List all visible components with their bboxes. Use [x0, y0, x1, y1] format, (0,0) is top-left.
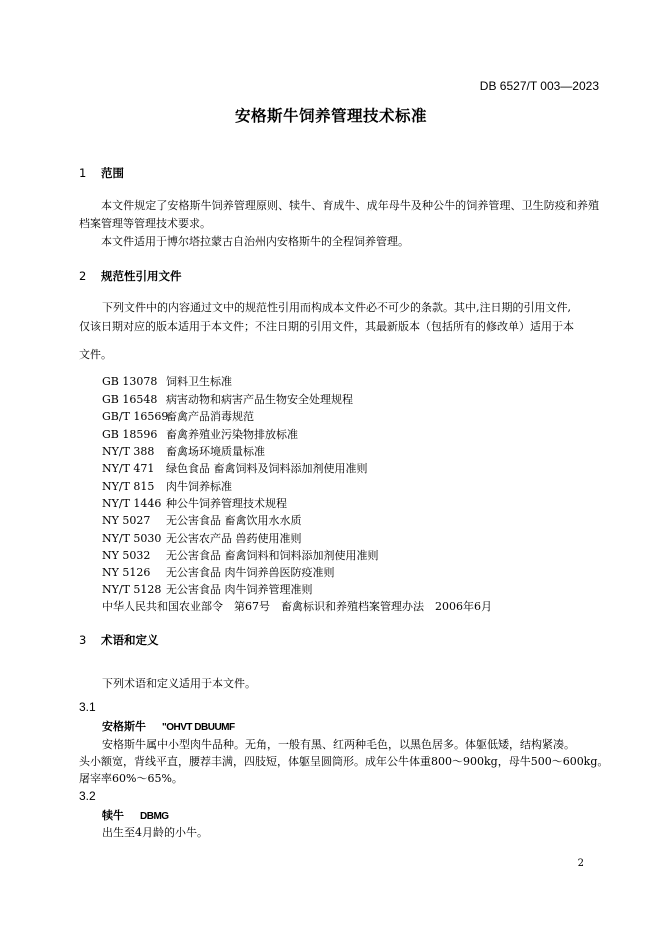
- reference-code: NY/T 5128: [102, 583, 162, 596]
- reference-code: GB 18596: [102, 428, 158, 441]
- reference-code: GB 13078: [102, 375, 158, 388]
- term-name: 犊牛: [102, 809, 124, 822]
- terms-intro: 下列术语和定义适用于本文件。: [102, 677, 256, 690]
- reference-item: [102, 530, 302, 546]
- reference-item: [102, 426, 298, 442]
- section-1-heading: [79, 165, 124, 181]
- scope-paragraph-1: 本文件规定了安格斯牛饲养管理原则、犊牛、育成牛、成年母牛及种公牛的饲养管理、卫生防疫和养殖档案管理等管理技术要求。: [79, 199, 599, 230]
- reference-code: NY 5126: [102, 566, 151, 579]
- reference-title: 无公害食品 肉牛饲养兽医防疫准则: [166, 566, 335, 579]
- reference-code: GB 16548: [102, 393, 158, 406]
- reference-item: [102, 495, 287, 511]
- section-number: 3: [79, 633, 87, 647]
- reference-title: 无公害食品 畜禽饲料和饲料添加剂使用准则: [166, 549, 379, 562]
- section-3-heading: [79, 632, 159, 648]
- document-code: DB 6527/T 003—2023: [479, 79, 599, 93]
- term-definition-line-1: 安格斯牛属中小型肉牛品种。无角，一般有黑、红两种毛色，以黑色居多。体躯低矮，结构紧凑。: [102, 738, 575, 751]
- reference-code: NY/T 471: [102, 462, 155, 475]
- reference-title: 畜禽养殖业污染物排放标准: [166, 428, 298, 441]
- reference-title: 饲料卫生标准: [166, 375, 232, 388]
- reference-item: [102, 373, 232, 389]
- reference-title: 无公害农产品 兽药使用准则: [166, 532, 302, 545]
- section-2-heading: [79, 268, 182, 284]
- reference-item: [102, 478, 232, 494]
- term-definition-line-2: 头小额宽，背线平直，腰荐丰满，四肢短，体躯呈圆筒形。成年公牛体重800～900kg，母牛500～600kg。: [79, 755, 609, 768]
- reference-title: 种公牛饲养管理技术规程: [166, 497, 287, 510]
- term-definition: 出生至4月龄的小牛。: [102, 826, 208, 839]
- reference-item: [102, 581, 313, 597]
- reference-title: 无公害食品 肉牛饲养管理准则: [166, 583, 313, 596]
- reference-code: NY/T 5030: [102, 532, 162, 545]
- reference-item: [102, 512, 302, 528]
- reference-title: 绿色食品 畜禽饲料及饲料添加剂使用准则: [166, 462, 368, 475]
- reference-code: NY/T 815: [102, 480, 155, 493]
- reference-title: 无公害食品 畜禽饮用水水质: [166, 514, 302, 527]
- section-number: 2: [79, 269, 87, 283]
- term-heading: [102, 807, 169, 823]
- references-intro-line-2: 仅该日期对应的版本适用于本文件；不注日期的引用文件，其最新版本（包括所有的修改单）适用于本: [79, 320, 574, 333]
- reference-code: GB/T 16569: [102, 410, 169, 423]
- decree-reference: 中华人民共和国农业部令 第67号 畜禽标识和养殖档案管理办法 2006年6月: [102, 600, 492, 613]
- section-title: 范围: [101, 166, 124, 180]
- references-intro-line-3: 文件。: [79, 348, 112, 361]
- document-title: 安格斯牛饲养管理技术标准: [234, 107, 427, 125]
- reference-title: 畜禽场环境质量标准: [166, 445, 265, 458]
- page-number: 2: [577, 858, 584, 869]
- reference-code: NY 5027: [102, 514, 151, 527]
- reference-code: NY 5032: [102, 549, 151, 562]
- term-heading: [102, 718, 235, 734]
- term-name: 安格斯牛: [102, 720, 146, 733]
- term-number: 3.2: [79, 789, 96, 803]
- reference-title: 畜禽产品消毒规范: [166, 410, 254, 423]
- term-definition-line-3: 屠宰率60%～65%。: [79, 772, 183, 785]
- reference-item: [102, 391, 353, 407]
- section-number: 1: [79, 166, 87, 180]
- scope-paragraph-2: 本文件适用于博尔塔拉蒙古自治州内安格斯牛的全程饲养管理。: [101, 235, 409, 248]
- term-number: 3.1: [79, 700, 96, 714]
- term-english: DBMG: [140, 811, 169, 822]
- section-title: 术语和定义: [101, 633, 159, 647]
- term-english: "OHVT DBUUMF: [162, 722, 235, 733]
- reference-item: [102, 443, 265, 459]
- reference-code: NY/T 388: [102, 445, 155, 458]
- reference-item: [102, 547, 379, 563]
- reference-item: [102, 408, 254, 424]
- reference-item: [102, 564, 335, 580]
- references-intro-line-1: 下列文件中的内容通过文中的规范性引用而构成本文件必不可少的条款。其中,注日期的引用文件,: [102, 301, 571, 314]
- reference-title: 肉牛饲养标准: [166, 480, 232, 493]
- reference-title: 病害动物和病害产品生物安全处理规程: [166, 393, 353, 406]
- section-title: 规范性引用文件: [101, 269, 182, 283]
- reference-code: NY/T 1446: [102, 497, 162, 510]
- reference-item: [102, 460, 368, 476]
